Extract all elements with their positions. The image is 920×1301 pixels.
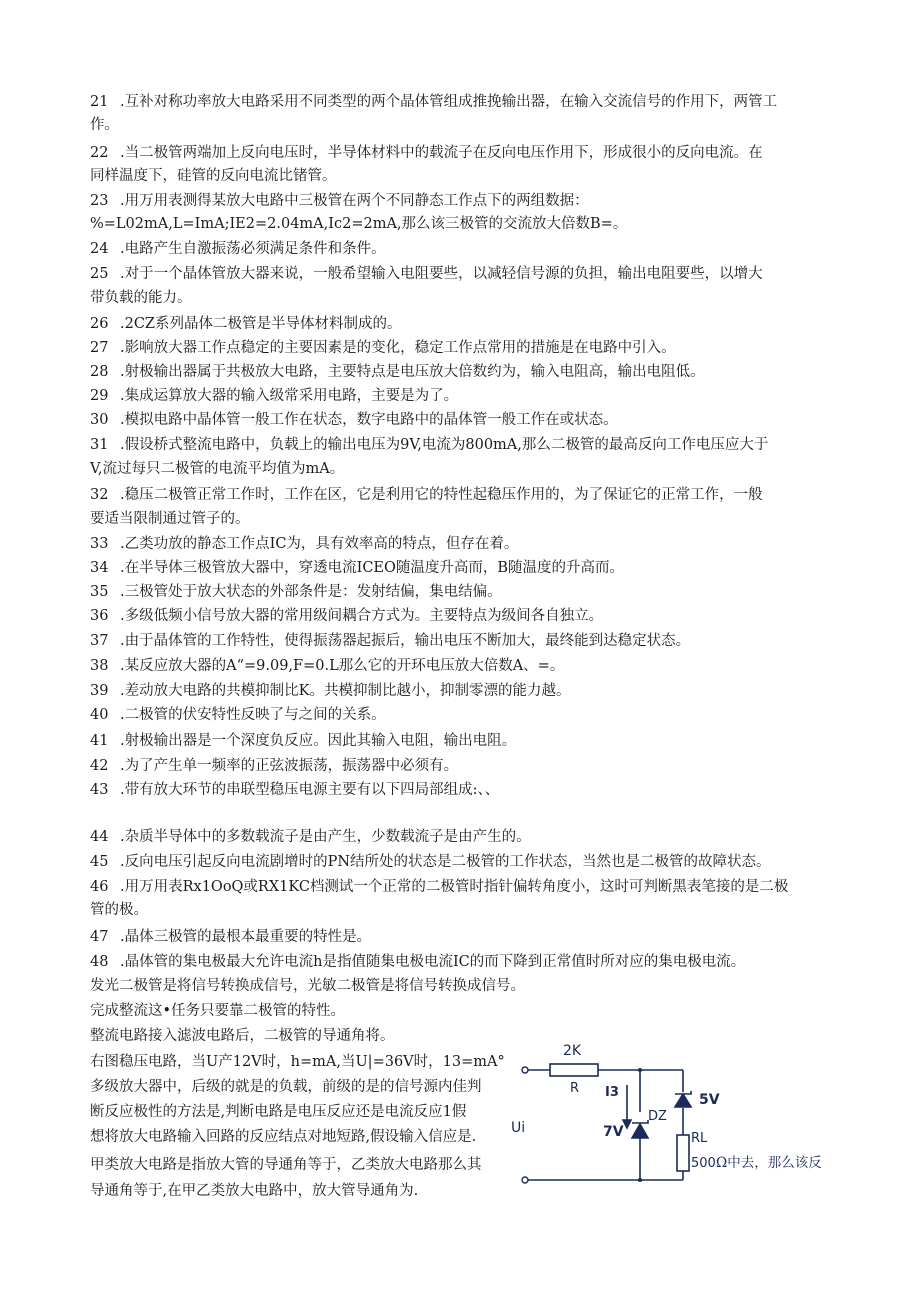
text-line: 断反应极性的方法是,判断电路是电压反应还是电流反应1假 — [90, 1104, 467, 1120]
text-line: 33 .乙类功放的静态工作点IC为，具有效率高的特点，但存在着。 — [90, 536, 519, 552]
zener-dz-label: DZ — [648, 1109, 667, 1124]
text-line: 同样温度下，硅管的反向电流比锗管。 — [90, 168, 337, 184]
text-line: 发光二极管是将信号转换成信号，光敏二极管是将信号转换成信号。 — [90, 978, 525, 994]
zener-dz-voltage-label: 7V — [603, 1124, 624, 1140]
input-voltage-label: Ui — [511, 1120, 526, 1136]
text-line: 带负载的能力。 — [90, 290, 192, 306]
text-line: 24 .电路产生自激振荡必须满足条件和条件。 — [90, 241, 386, 257]
junction-dot-top — [638, 1068, 642, 1072]
text-line: %=L02mA,L=ImA;IE2=2.04mA,Ic2=2mA,那么该三极管的交流放大倍数B=。 — [90, 216, 628, 232]
text-line: 管的极。 — [90, 902, 148, 918]
current-arrow-icon — [623, 1120, 631, 1128]
text-line: 完成整流这•任务只要靠二极管的特性。 — [90, 1003, 346, 1019]
text-line: 28 .射极输出器属于共极放大电路，主要特点是电压放大倍数约为，输入电阻高，输出电阻低。 — [90, 364, 705, 380]
text-line: 47 .晶体三极管的最根本最重要的特性是。 — [90, 929, 372, 945]
text-line: 30 .模拟电路中晶体管一般工作在状态，数字电路中的晶体管一般工作在或状态。 — [90, 412, 618, 428]
text-line: 27 .影响放大器工作点稳定的主要因素是的变化，稳定工作点常用的措施是在电路中引入。 — [90, 340, 676, 356]
text-line: 22 .当二极管两端加上反向电压时，半导体材料中的载流子在反向电压作用下，形成很小的反向电流。在 — [90, 145, 763, 161]
resistor-rl — [677, 1135, 689, 1171]
input-terminal-bottom — [522, 1177, 528, 1183]
text-line: 21 .互补对称功率放大电路采用不同类型的两个晶体管组成推挽输出器，在输入交流信号的作用下，两管工 — [90, 94, 778, 110]
text-line: 32 .稳压二极管正常工作时，工作在区，它是利用它的特性起稳压作用的，为了保证它的正常工作，一般 — [90, 487, 763, 503]
zener-regulator-circuit-diagram — [505, 1040, 822, 1190]
resistor-r — [550, 1064, 598, 1076]
text-line: 40 .二极管的伏安特性反映了与之间的关系。 — [90, 707, 386, 723]
text-line: 作。 — [90, 117, 119, 133]
resistor-label: R — [570, 1081, 580, 1096]
text-line: 要适当限制通过管子的。 — [90, 511, 250, 527]
text-line: 46 .用万用表Rx1OoQ或RX1KC档测试一个正常的二极管时指针偏转角度小，这时可判断黑表笔接的是二极 — [90, 879, 789, 895]
text-line: 整流电路接入滤波电路后，二极管的导通角将。 — [90, 1028, 395, 1044]
text-line: 甲类放大电路是指放大管的导通角等于，乙类放大电路那么其 — [90, 1157, 482, 1173]
text-line: 48 .晶体管的集电极最大允许电流h是指值随集电极电流IC的而下降到正常值时所对应的集电极电流。 — [90, 954, 746, 970]
text-line: 35 .三极管处于放大状态的外部条件是：发射结偏，集电结偏。 — [90, 584, 502, 600]
load-resistor-value: 500 — [691, 1156, 716, 1171]
text-line: 31 .假设桥式整流电路中，负载上的输出电压为9V,电流为800mA,那么二极管的最高反向工作电压应大于 — [90, 437, 769, 453]
text-line: V,流过每只二极管的电流平均值为mA。 — [90, 461, 345, 477]
zener-dz-symbol — [632, 1124, 648, 1138]
input-terminal-top — [522, 1067, 528, 1073]
text-line: 42 .为了产生单一频率的正弦波振荡，振荡器中必须有。 — [90, 758, 459, 774]
text-line: 34 .在半导体三极管放大器中，穿透电流ICEO随温度升高而，B随温度的升高而。 — [90, 560, 625, 576]
text-line: 导通角等于,在甲乙类放大电路中，放大管导通角为. — [90, 1183, 419, 1199]
text-line: 41 .射极输出器是一个深度负反应。因此其输入电阻，输出电阻。 — [90, 733, 517, 749]
load-resistor-label: RL — [691, 1131, 708, 1146]
resistor-value-label: 2K — [563, 1043, 582, 1059]
overflow-text: Ω中去，那么该反 — [716, 1155, 822, 1171]
text-line: 25 .对于一个晶体管放大器来说，一般希望输入电阻要些，以减轻信号源的负担，输出电阻要些，以增大 — [90, 266, 763, 282]
zener-dz-bar — [632, 1120, 648, 1123]
text-line: 23 .用万用表测得某放大电路中三极管在两个不同静态工作点下的两组数据： — [90, 193, 589, 209]
text-line: 43 .带有放大环节的串联型稳压电源主要有以下四局部组成:、、 — [90, 782, 500, 798]
text-line: 多级放大器中，后级的就是的负载，前级的是的信号源内佳判 — [90, 1079, 482, 1095]
text-line: 39 .差动放大电路的共模抑制比K。共模抑制比越小，抑制零漂的能力越。 — [90, 683, 571, 699]
zener-5v-voltage-label: 5V — [699, 1092, 720, 1108]
text-line: 29 .集成运算放大器的输入级常采用电路，主要是为了。 — [90, 388, 459, 404]
text-line: 想将放大电路输入回路的反应结点对地短路,假设输入信应是. — [90, 1129, 477, 1145]
text-line: 44 .杂质半导体中的多数载流子是由产生，少数载流子是由产生的。 — [90, 829, 531, 845]
zener-5v-symbol — [675, 1094, 691, 1107]
current-label: I3 — [605, 1085, 619, 1100]
junction-dot-bottom — [638, 1178, 642, 1182]
text-line: 26 .2CZ系列晶体二极管是半导体材料制成的。 — [90, 316, 402, 332]
text-line: 38 .某反应放大器的A“=9.09,F=0.L那么它的开环电压放大倍数A、=。 — [90, 658, 565, 674]
text-line: 37 .由于晶体管的工作特性，使得振荡器起振后，输出电压不断加大，最终能到达稳定状态。 — [90, 633, 691, 649]
text-line: 右图稳压电路，当U产12V时，h=mA,当U|=36V时，13=mA° — [90, 1054, 505, 1070]
text-line: 45 .反向电压引起反向电流剧增时的PN结所处的状态是二极管的工作状态，当然也是二极管的故障状态。 — [90, 854, 771, 870]
text-line: 36 .多级低频小信号放大器的常用级间耦合方式为。主要特点为级间各自独立。 — [90, 608, 604, 624]
